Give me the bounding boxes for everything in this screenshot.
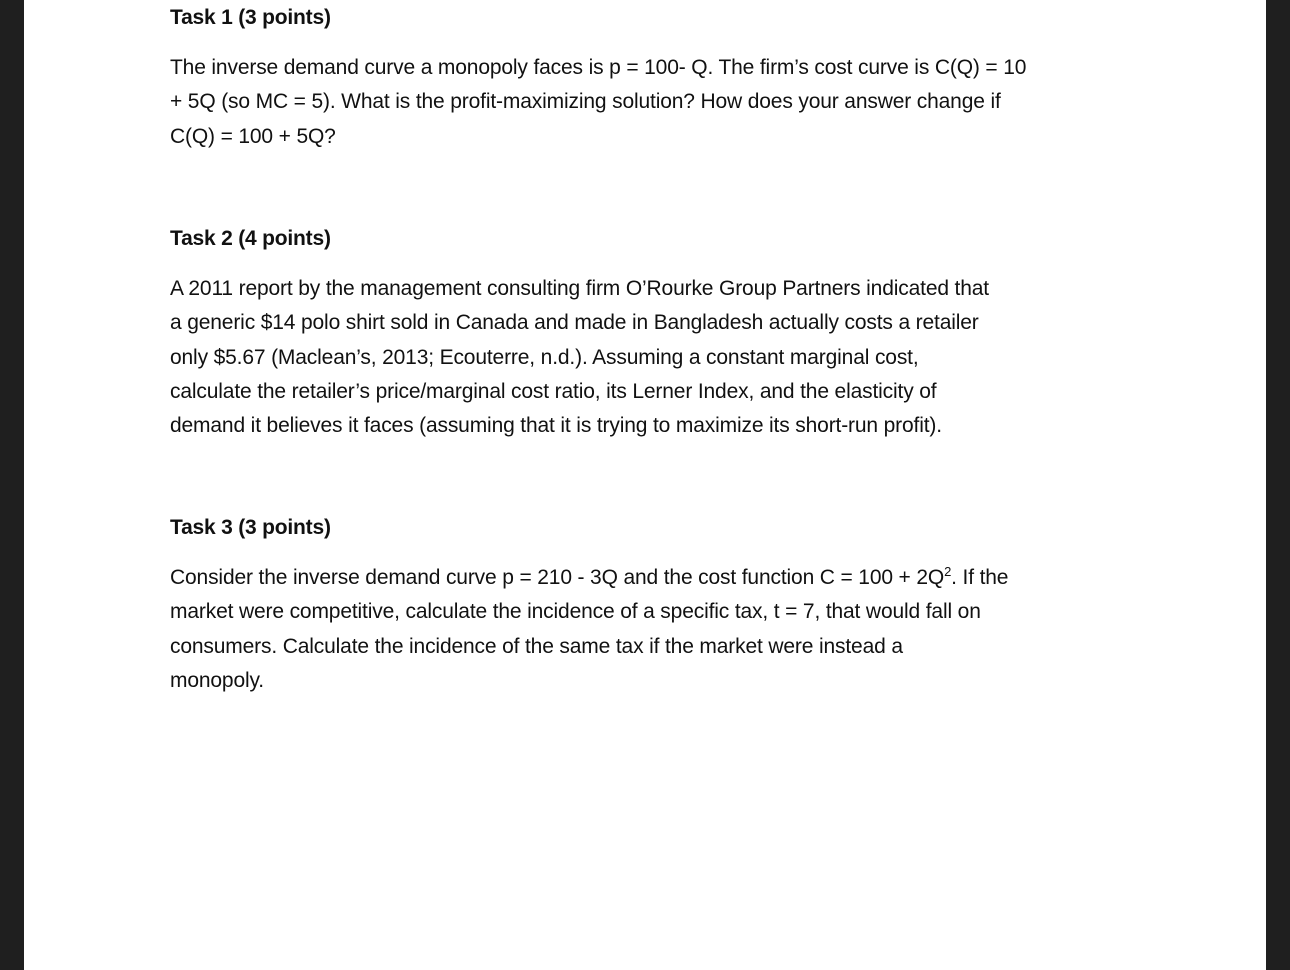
task-2-line: only $5.67 (Maclean’s, 2013; Ecouterre, n.d.). Assuming a constant marginal cost, bbox=[170, 345, 919, 369]
task-3-line: consumers. Calculate the incidence of the same tax if the market were instead a bbox=[170, 634, 903, 658]
task-1-line: + 5Q (so MC = 5). What is the profit-maximizing solution? How does your answer change if bbox=[170, 90, 1001, 114]
task-2-line: a generic $14 polo shirt sold in Canada and made in Bangladesh actually costs a retailer bbox=[170, 311, 979, 335]
task-1-line: The inverse demand curve a monopoly faces is p = 100- Q. The firm’s cost curve is C(Q) = 10 bbox=[170, 56, 1027, 79]
task-3-line: monopoly. bbox=[170, 668, 264, 692]
task-1-body bbox=[170, 51, 1130, 154]
task-3-body bbox=[170, 561, 1130, 698]
document-page bbox=[24, 0, 1266, 970]
task-3-line bbox=[170, 561, 1130, 595]
task-3 bbox=[170, 513, 1130, 692]
superscript-exponent: 2 bbox=[944, 564, 952, 579]
task-3-title: Task 3 (3 points) bbox=[170, 516, 331, 539]
task-1-line: C(Q) = 100 + 5Q? bbox=[170, 124, 336, 148]
task-3-line-text: . If the bbox=[951, 566, 1009, 589]
task-2-line: A 2011 report by the management consulting firm O’Rourke Group Partners indicated that bbox=[170, 277, 989, 300]
task-2-line: calculate the retailer’s price/marginal cost ratio, its Lerner Index, and the elasticity of bbox=[170, 379, 937, 403]
task-2 bbox=[170, 224, 1130, 438]
task-2-body bbox=[170, 272, 1130, 443]
task-1-title: Task 1 (3 points) bbox=[170, 6, 331, 29]
task-1 bbox=[170, 3, 1130, 148]
task-2-title: Task 2 (4 points) bbox=[170, 227, 331, 250]
task-2-line: demand it believes it faces (assuming that it is trying to maximize its short-run profit). bbox=[170, 414, 942, 438]
task-3-line: market were competitive, calculate the incidence of a specific tax, t = 7, that would fall on bbox=[170, 600, 981, 624]
task-3-line-text: Consider the inverse demand curve p = 210 - 3Q and the cost function C = 100 + 2Q bbox=[170, 566, 945, 589]
